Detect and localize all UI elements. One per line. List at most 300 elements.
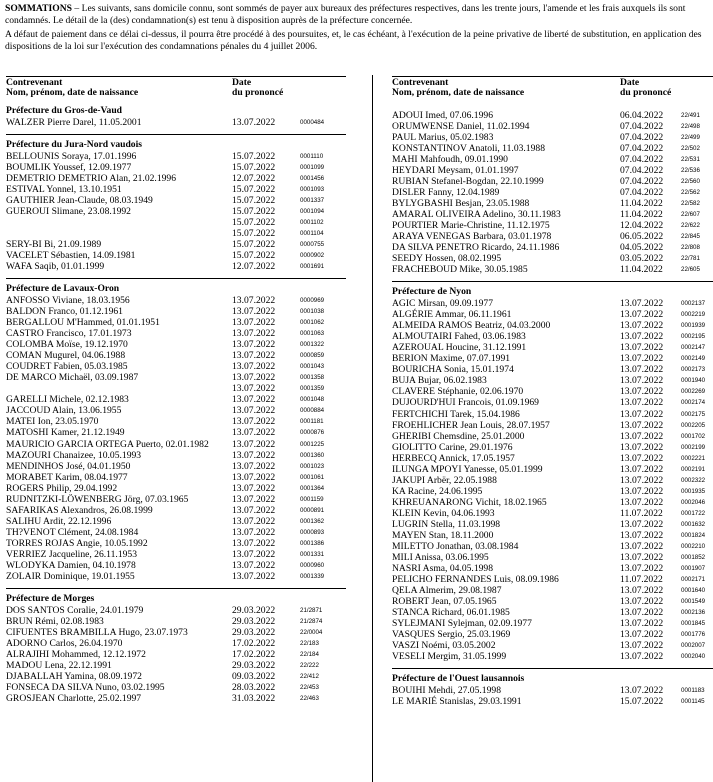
table-row [6,361,346,372]
contrevenant-name: LUGRIN Stella, 11.03.1998 [392,518,501,530]
contrevenant-name: KONSTANTINOV Anatoli, 11.03.1988 [392,143,545,155]
reference-number: 0002191 [681,465,706,473]
contrevenant-name: STANCA Richard, 06.01.1985 [392,606,510,618]
date-prononce: 13.07.2022 [620,463,664,475]
contrevenant-name: ALMEIDA RAMOS Beatriz, 04.03.2000 [392,320,551,332]
reference-number: 0001063 [300,330,325,338]
table-row [392,397,708,408]
reference-number: 0000960 [300,561,325,569]
table-row [392,574,708,585]
contrevenant-name: CLAVERE Stéphanie, 02.06.1970 [392,386,524,398]
date-prononce: 13.07.2022 [620,353,664,365]
contrevenant-name: ARAYA VENEGAS Barbara, 03.01.1978 [392,231,552,243]
contrevenant-name: VASQUES Sergio, 25.03.1969 [392,628,511,640]
contrevenant-name: ROGERS Philip, 29.04.1992 [6,482,118,494]
contrevenant-name: FERTCHICHI Tarek, 15.04.1986 [392,408,520,420]
table-row [392,209,708,220]
contrevenant-name: JAKUPI Arbër, 22.05.1988 [392,474,497,486]
date-prononce: 15.07.2022 [232,217,276,229]
contrevenant-name: COUDRET Fabien, 05.03.1985 [6,361,128,373]
reference-number: 0000891 [300,506,325,514]
date-prononce: 07.04.2022 [620,187,664,199]
table-row [392,242,708,253]
reference-number: 0001094 [300,208,325,216]
date-prononce: 13.07.2022 [232,548,276,560]
contrevenant-name: KHREUANARONG Vichit, 18.02.1965 [392,496,547,508]
reference-number: 0000484 [300,119,325,126]
date-prononce: 13.07.2022 [620,419,664,431]
table-row [392,132,708,143]
table-row [392,342,708,353]
reference-number: 0002171 [681,575,706,583]
reference-number: 0002173 [681,366,706,374]
reference-number: 0001023 [300,462,325,470]
table-row [6,394,346,405]
date-prononce: 13.07.2022 [232,339,276,351]
reference-number: 0001337 [300,197,325,205]
contrevenant-name: CIFUENTES BRAMBILLA Hugo, 23.07.1973 [6,626,188,638]
date-prononce: 07.04.2022 [620,154,664,166]
date-prononce: 13.07.2022 [620,441,664,453]
contrevenant-name: MENDINHOS José, 04.01.1950 [6,460,131,472]
reference-number: 0002221 [681,454,706,462]
date-prononce: 13.07.2022 [620,684,664,696]
table-row [392,320,708,331]
date-prononce: 13.07.2022 [232,570,276,582]
date-prononce: 07.04.2022 [620,132,664,144]
reference-number: 0001062 [300,319,325,327]
contrevenant-name: GUEROUI Slimane, 23.08.1992 [6,206,131,218]
table-row [6,605,346,616]
section-divider [392,668,713,669]
contrevenant-name: MATEI Ion, 23.05.1970 [6,416,99,428]
contrevenant-name: BALDON Franco, 01.12.1961 [6,306,123,318]
header-nom-prenom: Nom, prénom, date de naissance [6,87,139,98]
date-prononce: 13.07.2022 [620,606,664,618]
reference-number: 21/2871 [300,606,323,614]
contrevenant-name: FRACHEBOUD Mike, 30.05.1985 [392,264,528,276]
date-prononce: 13.07.2022 [232,460,276,472]
date-prononce: 13.07.2022 [620,320,664,332]
contrevenant-name: COLOMBA Moïse, 19.12.1970 [6,339,128,351]
section-title: Préfecture de l'Ouest lausannois [392,672,525,684]
reference-number: 22/607 [681,211,700,219]
contrevenant-name: BRUN Rémi, 02.08.1983 [6,615,104,627]
date-prononce: 13.07.2022 [232,372,276,384]
date-prononce: 15.07.2022 [232,162,276,174]
reference-number: 0002195 [681,333,706,341]
contrevenant-name: PAUL Marius, 05.02.1983 [392,132,494,144]
table-row [392,530,708,541]
date-prononce: 17.02.2022 [232,648,276,660]
date-prononce: 13.07.2022 [620,628,664,640]
contrevenant-name: VASZI Noémi, 03.05.2002 [392,639,496,651]
contrevenant-name: MILETTO Jonathan, 03.08.1984 [392,540,519,552]
table-row [392,420,708,431]
table-row [6,250,346,261]
table-row [6,571,346,582]
table-row [392,231,708,242]
table-row [6,549,346,560]
contrevenant-name: HEYDARI Meysam, 01.01.1997 [392,165,519,177]
section-title: Préfecture de Lavaux-Oron [6,283,120,295]
table-row [6,383,346,394]
reference-number: 22/498 [681,123,700,131]
date-prononce: 13.07.2022 [620,551,664,563]
date-prononce: 03.05.2022 [620,253,664,265]
table-row [392,629,708,640]
reference-number: 0001939 [681,322,706,330]
reference-number: 0001048 [300,396,325,404]
reference-number: 22/560 [681,178,700,186]
reference-number: 22/463 [300,694,319,702]
reference-number: 0001061 [300,473,325,481]
reference-number: 0002136 [681,608,706,616]
date-prononce: 13.07.2022 [620,474,664,486]
contrevenant-name: DEMETRIO DEMETRIO Alan, 21.02.1996 [6,173,177,185]
contrevenant-name: BERION Maxime, 07.07.1991 [392,353,511,365]
contrevenant-name: MAYEN Stan, 18.11.2000 [392,529,494,541]
table-row [392,552,708,563]
contrevenant-name: MORABET Karim, 08.04.1977 [6,471,128,483]
reference-number: 0001940 [681,377,706,385]
contrevenant-name: BERGALLOU M'Hammed, 01.01.1951 [6,317,160,329]
contrevenant-name: ALGÉRIE Ammar, 06.11.1961 [392,309,512,321]
date-prononce: 13.07.2022 [232,471,276,483]
table-row [6,261,346,272]
date-prononce: 13.07.2022 [620,617,664,629]
section-title: Préfecture du Gros-de-Vaud [6,105,123,116]
date-prononce: 13.07.2022 [232,416,276,428]
table-row [392,607,708,618]
table-row [6,560,346,571]
date-prononce: 13.07.2022 [620,595,664,607]
contrevenant-name: DJABALLAH Yamina, 08.09.1972 [6,670,142,682]
table-row [392,453,708,464]
date-prononce: 17.02.2022 [232,637,276,649]
table-row [392,696,708,707]
date-prononce: 06.04.2022 [620,110,664,121]
header-contrevenant: Contrevenant [6,77,63,88]
contrevenant-name: SAFARIKAS Alexandros, 26.08.1999 [6,504,153,516]
contrevenant-name: ROBERT Jean, 07.05.1965 [392,595,497,607]
date-prononce: 13.07.2022 [232,438,276,450]
table-row [6,671,346,682]
contrevenant-name: GARELLI Michele, 02.12.1983 [6,394,129,406]
reference-number: 0001181 [300,418,324,426]
reference-number: 0001722 [681,509,706,517]
reference-number: 0001935 [681,487,706,495]
date-prononce: 13.07.2022 [232,493,276,505]
contrevenant-name: SEEDY Hossen, 08.02.1995 [392,253,502,265]
contrevenant-name: VESELI Mergim, 31.05.1999 [392,650,507,662]
contrevenant-name: FROEHLICHER Jean Louis, 28.07.1957 [392,419,550,431]
section-divider [6,134,346,135]
table-row [392,386,708,397]
header-date: Date [232,77,252,88]
reference-number: 0001043 [300,363,325,371]
reference-number: 0002205 [681,421,706,429]
table-row [392,253,708,264]
contrevenant-name: BELLOUNIS Soraya, 17.01.1996 [6,151,137,163]
reference-number: 22/502 [681,145,700,153]
reference-number: 0000859 [300,352,325,360]
date-prononce: 13.07.2022 [620,342,664,354]
table-row [392,640,708,651]
reference-number: 0001702 [681,432,706,440]
table-row [6,339,346,350]
reference-number: 0002199 [681,443,706,451]
contrevenant-name: ZOLAIR Dominique, 19.01.1955 [6,570,135,582]
date-prononce: 11.04.2022 [620,264,663,276]
table-row [6,217,346,228]
table-row [392,375,708,386]
table-row [392,121,708,132]
section-title: Préfecture de Nyon [392,286,472,298]
intro-paragraph-1 [5,3,708,26]
reference-number: 0001364 [300,484,325,492]
date-prononce: 12.07.2022 [232,173,276,185]
date-prononce: 13.07.2022 [620,562,664,574]
date-prononce: 11.04.2022 [620,198,663,210]
table-row [6,483,346,494]
reference-number: 22/536 [681,167,700,175]
reference-number: 0001456 [300,175,325,183]
reference-number: 0001093 [300,186,325,194]
date-prononce: 13.07.2022 [232,537,276,549]
contrevenant-name: DE MARCO Michaël, 03.09.1987 [6,372,139,384]
table-row [6,505,346,516]
table-row [392,475,708,486]
table-row [392,508,708,519]
contrevenant-name: VERRIEZ Jacqueline, 26.11.1953 [6,548,138,560]
reference-number: 0001102 [300,219,324,227]
date-prononce: 13.07.2022 [620,331,664,343]
date-prononce: 15.07.2022 [232,151,276,163]
table-row [6,494,346,505]
contrevenant-name: MILI Anissa, 03.06.1995 [392,551,489,563]
reference-number: 0001907 [681,564,706,572]
reference-number: 22/184 [300,650,319,658]
header-date: Date [620,77,640,88]
table-row [6,538,346,549]
contrevenant-name: DUJOURD'HUI Francois, 01.09.1969 [392,397,539,409]
date-prononce: 13.07.2022 [620,650,664,662]
contrevenant-name: BOUMLIK Youssef, 12.09.1977 [6,162,132,174]
date-prononce: 13.07.2022 [620,375,664,387]
table-row [6,184,346,195]
contrevenant-name: GHERIBI Chemsdine, 25.01.2000 [392,430,525,442]
date-prononce: 13.07.2022 [232,482,276,494]
contrevenant-name: QELA Almerim, 29.08.1987 [392,584,502,596]
reference-number: 22/491 [681,112,700,119]
date-prononce: 13.07.2022 [232,295,276,307]
table-row [6,616,346,627]
contrevenant-name: BOUIHI Mehdi, 27.05.1998 [392,684,501,696]
date-prononce: 13.07.2022 [620,485,664,497]
date-prononce: 29.03.2022 [232,659,276,671]
table-row [6,649,346,660]
header-du-prononce: du prononcé [232,87,284,98]
table-row [392,165,708,176]
date-prononce: 29.03.2022 [232,615,276,627]
section-divider [6,588,346,589]
contrevenant-name: ALRAJIHI Mohammed, 12.12.1972 [6,648,146,660]
contrevenant-name: FONSECA DA SILVA Nuno, 03.02.1995 [6,681,165,693]
table-row [392,685,708,696]
date-prononce: 07.04.2022 [620,165,664,177]
intro-paragraph-2: A défaut de paiement dans ce délai ci-dessus, il pourra être procédé à des poursuites, et, le cas échéant, à l'exécution de la peine privative de liberté de substitution, en application des dispositions de la loi sur l'exécution des condamnations pénales du 4 juillet 2006. [5,29,702,52]
date-prononce: 13.07.2022 [232,306,276,318]
table-row [392,497,708,508]
date-prononce: 13.07.2022 [232,515,276,527]
date-prononce: 13.07.2022 [620,386,664,398]
reference-number: 0002174 [681,399,706,407]
date-prononce: 13.07.2022 [620,408,664,420]
table-row [6,627,346,638]
contrevenant-name: DISLER Fanny, 12.04.1989 [392,187,500,199]
reference-number: 0000884 [300,407,325,415]
reference-number: 22/0004 [300,628,323,636]
table-row [392,651,708,662]
contrevenant-name: MAURICIO GARCIA ORTEGA Puerto, 02.01.1982 [6,438,209,450]
column-divider [372,75,373,782]
date-prononce: 07.04.2022 [620,143,664,155]
contrevenant-name: RUBIAN Stefanel-Bogdan, 22.10.1999 [392,176,544,188]
contrevenant-name: DOS SANTOS Coralie, 24.01.1979 [6,604,144,616]
date-prononce: 13.07.2022 [232,117,276,128]
table-row [392,618,708,629]
contrevenant-name: JACCOUD Alain, 13.06.1955 [6,405,122,417]
reference-number: 22/582 [681,200,700,208]
contrevenant-name: SERY-BI Bi, 21.09.1989 [6,239,102,251]
header-du-prononce: du prononcé [620,87,672,98]
contrevenant-name: NASRI Asma, 04.05.1998 [392,562,494,574]
reference-number: 0002147 [681,344,706,352]
contrevenant-name: ALMOUTAIRI Fahed, 03.06.1983 [392,331,526,343]
table-row [392,353,708,364]
date-prononce: 13.07.2022 [620,496,664,508]
contrevenant-name: VACELET Sébastien, 14.09.1981 [6,250,136,262]
reference-number: 0001159 [300,495,324,503]
date-prononce: 13.07.2022 [620,639,664,651]
section-divider [6,278,346,279]
table-row [6,317,346,328]
contrevenant-name: POURTIER Marie-Christine, 11.12.1975 [392,220,550,232]
table-row [6,372,346,383]
date-prononce: 13.07.2022 [232,328,276,340]
reference-number: 0001145 [681,697,705,705]
reference-number: 0001110 [300,153,324,161]
table-row [392,198,708,209]
reference-number: 0002137 [681,300,706,308]
reference-number: 0001632 [681,520,706,528]
contrevenant-name: ADORNO Carlos, 26.04.1970 [6,637,123,649]
section-title: Préfecture du Jura-Nord vaudois [6,139,142,151]
table-row [6,472,346,483]
contrevenant-name: GIOLITTO Carine, 29.01.1976 [392,441,513,453]
contrevenant-name: CASTRO Francisco, 17.01.1973 [6,328,132,340]
header-nom-prenom: Nom, prénom, date de naissance [392,87,525,98]
contrevenant-name: KLEIN Kevin, 04.06.1993 [392,507,495,519]
date-prononce: 15.07.2022 [232,184,276,196]
table-row [6,682,346,693]
date-prononce: 13.07.2022 [232,427,276,439]
date-prononce: 29.03.2022 [232,626,276,638]
table-row [392,596,708,607]
contrevenant-name: BOURICHA Sonia, 15.01.1974 [392,364,514,376]
reference-number: 0001225 [300,440,325,448]
table-row [392,409,708,420]
table-row [392,220,708,231]
reference-number: 0000893 [300,528,325,536]
date-prononce: 15.07.2022 [620,695,664,707]
table-row [6,461,346,472]
reference-number: 0001845 [681,619,706,627]
table-row [6,516,346,527]
table-row [392,519,708,530]
table-row [6,439,346,450]
table-row [6,306,346,317]
date-prononce: 13.07.2022 [620,452,664,464]
reference-number: 0001640 [681,586,706,594]
table-row [392,143,708,154]
date-prononce: 04.05.2022 [620,242,664,254]
contrevenant-name: BYLYGBASHI Besjan, 23.05.1988 [392,198,530,210]
date-prononce: 13.07.2022 [232,405,276,417]
table-row [6,151,346,162]
date-prononce: 12.04.2022 [620,220,664,232]
reference-number: 0001358 [300,374,325,382]
date-prononce: 13.07.2022 [620,309,664,321]
reference-number: 0001183 [681,686,705,694]
reference-number: 0001038 [300,308,325,316]
reference-number: 22/808 [681,244,700,252]
reference-number: 0001691 [300,263,325,271]
date-prononce: 13.07.2022 [620,397,664,409]
reference-number: 22/531 [681,156,700,164]
contrevenant-name: MAHI Mahfoudh, 09.01.1990 [392,154,508,166]
table-row [6,328,346,339]
reference-number: 0001339 [300,572,325,580]
reference-number: 22/562 [681,189,700,197]
reference-number: 0000902 [300,252,325,260]
contrevenant-name: AGIC Mirsan, 09.09.1977 [392,298,493,310]
table-row [6,162,346,173]
date-prononce: 15.07.2022 [232,250,276,262]
table-row [6,117,346,128]
date-prononce: 13.07.2022 [232,361,276,373]
date-prononce: 31.03.2022 [232,692,276,704]
reference-number: 0001322 [300,341,325,349]
table-row [6,173,346,184]
table-row [392,442,708,453]
table-row [6,527,346,538]
contrevenant-name: MADOU Lena, 22.12.1991 [6,659,112,671]
date-prononce: 13.07.2022 [620,584,664,596]
contrevenant-name: PELICHO FERNANDES Luis, 08.09.1986 [392,573,559,585]
date-prononce: 13.07.2022 [620,298,664,310]
table-row [392,563,708,574]
section-title: Préfecture de Morges [6,592,95,604]
contrevenant-name: ADOUI Imed, 07.06.1996 [392,110,493,121]
reference-number: 0001776 [681,630,706,638]
contrevenant-name: ANFOSSO Viviane, 18.03.1956 [6,295,130,307]
contrevenant-name: HERBECQ Annick, 17.05.1957 [392,452,515,464]
reference-number: 0002269 [681,388,706,396]
table-row [6,638,346,649]
contrevenant-name: TORRES ROJAS Angie, 10.05.1992 [6,537,148,549]
